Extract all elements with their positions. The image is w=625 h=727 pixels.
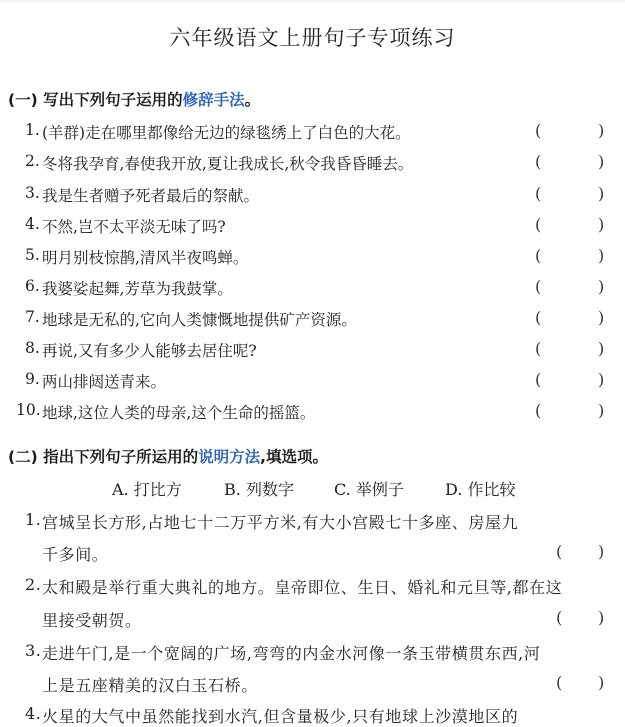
answer-blank-close[interactable]: ) <box>598 401 605 420</box>
s1-question-text: 再说,又有多少人能够去居住呢? <box>42 342 257 360</box>
answer-blank-close[interactable]: ) <box>598 215 605 234</box>
page-top-edge <box>0 0 625 4</box>
answer-blank-open[interactable]: ( <box>556 608 563 627</box>
option-a <box>112 477 182 500</box>
s1-question-9 <box>0 370 625 396</box>
s2-question-number: 1. <box>25 510 42 529</box>
s1-question-text: 地球,这位人类的母亲,这个生命的摇篮。 <box>42 404 316 422</box>
section1-heading <box>8 88 260 110</box>
option-label: 作比较 <box>467 480 516 499</box>
answer-blank-close[interactable]: ) <box>598 673 605 692</box>
s2-question-number: 4. <box>25 704 42 723</box>
answer-blank-open[interactable]: ( <box>535 121 542 140</box>
option-key: D. <box>445 480 463 499</box>
s1-question-number: 4. <box>25 215 40 233</box>
answer-blank-open[interactable]: ( <box>535 277 542 296</box>
answer-blank-open[interactable]: ( <box>535 246 542 265</box>
s1-question-text: 我是生者赠予死者最后的祭献。 <box>42 187 260 205</box>
option-key: B. <box>224 480 241 499</box>
section2-heading-prefix: (二) 指出下列句子所运用的 <box>8 448 199 466</box>
option-label: 举例子 <box>355 480 404 499</box>
s1-question-8 <box>0 339 625 365</box>
s1-question-6 <box>0 277 625 303</box>
option-label: 打比方 <box>133 480 182 499</box>
option-b <box>224 477 294 500</box>
s2-question-line2: 上是五座精美的汉白玉石桥。 <box>42 676 258 695</box>
answer-blank-open[interactable]: ( <box>535 370 542 389</box>
s1-question-number: 7. <box>25 308 40 326</box>
s1-question-10 <box>0 401 625 427</box>
s1-question-7 <box>0 308 625 334</box>
answer-blank-close[interactable]: ) <box>598 542 605 561</box>
s1-question-number: 5. <box>25 246 40 264</box>
s1-question-text: 冬将我孕育,春使我开放,夏让我成长,秋令我昏昏睡去。 <box>42 155 414 173</box>
answer-blank-open[interactable]: ( <box>535 215 542 234</box>
answer-blank-close[interactable]: ) <box>598 152 605 171</box>
s1-question-text: 我婆娑起舞,芳草为我鼓掌。 <box>42 280 233 298</box>
s2-question-line2: 千多间。 <box>42 545 109 564</box>
answer-blank-open[interactable]: ( <box>535 152 542 171</box>
option-c <box>334 477 404 500</box>
answer-blank-open[interactable]: ( <box>556 673 563 692</box>
s2-question-line1: 宫城呈长方形,占地七十二万平方米,有大小宫殿七十多座、房屋九 <box>42 513 519 532</box>
answer-blank-close[interactable]: ) <box>598 184 605 203</box>
option-d <box>445 477 515 500</box>
s1-question-text: 地球是无私的,它向人类慷慨地提供矿产资源。 <box>42 311 357 329</box>
answer-blank-close[interactable]: ) <box>598 608 605 627</box>
answer-blank-close[interactable]: ) <box>598 370 605 389</box>
s1-question-text: 明月别枝惊鹊,清风半夜鸣蝉。 <box>42 249 249 267</box>
s1-question-2 <box>0 152 625 178</box>
answer-blank-open[interactable]: ( <box>556 542 563 561</box>
answer-blank-close[interactable]: ) <box>598 277 605 296</box>
s1-question-text: (羊群)走在哪里都像给无边的绿毯绣上了白色的大花。 <box>42 124 411 142</box>
answer-blank-close[interactable]: ) <box>598 339 605 358</box>
section2-heading-highlight: 说明方法 <box>198 448 261 466</box>
option-key: C. <box>334 480 351 499</box>
page-title: 六年级语文上册句子专项练习 <box>169 26 456 50</box>
answer-blank-close[interactable]: ) <box>598 246 605 265</box>
s1-question-text: 不然,岂不太平淡无味了吗? <box>42 218 226 236</box>
answer-options <box>0 477 625 501</box>
section2-heading <box>8 445 328 467</box>
s1-question-5 <box>0 246 625 272</box>
s1-question-number: 10. <box>16 401 41 419</box>
answer-blank-close[interactable]: ) <box>598 121 605 140</box>
s2-question-line1: 走进午门,是一个宽阔的广场,弯弯的内金水河像一条玉带横贯东西,河 <box>42 644 541 663</box>
section1-heading-highlight: 修辞手法 <box>182 91 245 109</box>
s1-question-number: 2. <box>25 152 40 170</box>
s1-question-number: 6. <box>25 277 40 295</box>
s1-question-number: 1. <box>25 121 40 139</box>
s1-question-number: 8. <box>25 339 40 357</box>
s2-question-line1: 太和殿是举行重大典礼的地方。皇帝即位、生日、婚礼和元旦等,都在这 <box>42 578 563 597</box>
s2-question-line2: 里接受朝贺。 <box>42 611 142 630</box>
option-label: 列数字 <box>245 480 294 499</box>
section1-heading-prefix: (一) 写出下列句子运用的 <box>8 91 183 109</box>
s2-question-number: 3. <box>25 641 42 660</box>
s1-question-text: 两山排闼送青来。 <box>42 373 167 391</box>
answer-blank-close[interactable]: ) <box>598 308 605 327</box>
s1-question-3 <box>0 184 625 210</box>
s1-question-1 <box>0 121 625 147</box>
answer-blank-open[interactable]: ( <box>535 401 542 420</box>
section1-heading-suffix: 。 <box>244 91 261 109</box>
section2-heading-suffix: ,填选项。 <box>260 448 328 466</box>
s2-question-line1: 火星的大气中虽然能找到水汽,但含量极少,只有地球上沙漠地区的 <box>42 707 519 726</box>
s1-question-4 <box>0 215 625 241</box>
answer-blank-open[interactable]: ( <box>535 308 542 327</box>
answer-blank-open[interactable]: ( <box>535 184 542 203</box>
option-key: A. <box>112 480 129 499</box>
s2-question-number: 2. <box>25 575 42 594</box>
s1-question-number: 9. <box>25 370 40 388</box>
answer-blank-open[interactable]: ( <box>535 339 542 358</box>
s1-question-number: 3. <box>25 184 40 202</box>
